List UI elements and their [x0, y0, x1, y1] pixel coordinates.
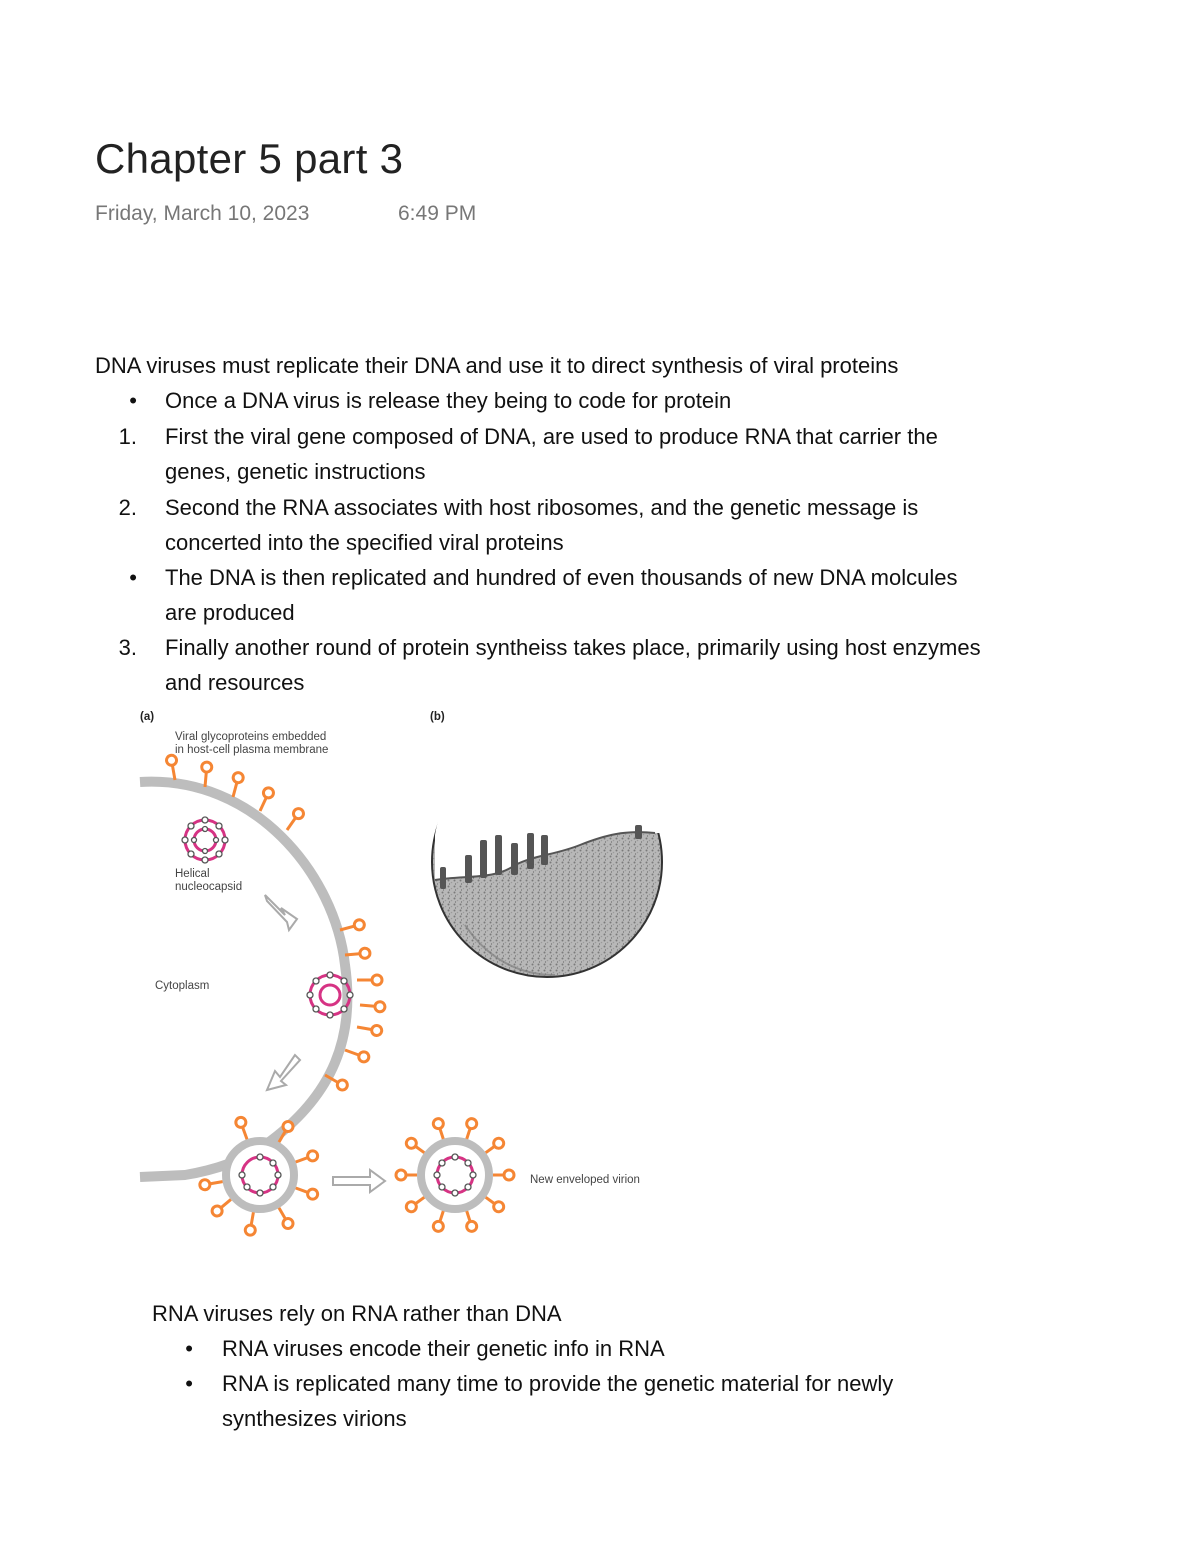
list-item-text: concerted into the specified viral proteins [165, 530, 564, 555]
new-enveloped-virion [396, 1117, 514, 1232]
section-heading: DNA viruses must replicate their DNA and use it to direct synthesis of viral proteins [95, 353, 899, 378]
figure-svg [135, 705, 665, 1245]
number-marker: 1. [118, 424, 137, 449]
note-time: 6:49 PM [398, 202, 477, 225]
list-item-text: are produced [165, 600, 295, 625]
page-title: Chapter 5 part 3 [95, 135, 404, 182]
cytoplasm-label: Cytoplasm [155, 980, 210, 992]
list-item-text: RNA viruses encode their genetic info in RNA [222, 1336, 665, 1361]
note-date: Friday, March 10, 2023 [95, 202, 310, 225]
panel-b-label: (b) [430, 711, 445, 723]
list-item-text: and resources [165, 670, 305, 695]
bullet-marker: • [129, 388, 137, 413]
number-marker: 3. [118, 635, 137, 660]
list-item-text: Once a DNA virus is release they being to code for protein [165, 388, 732, 413]
list-item-text: Finally another round of protein syntheiss takes place, primarily using host enzymes [165, 635, 981, 660]
helical-label-line1: Helical [175, 868, 210, 880]
section-heading: RNA viruses rely on RNA rather than DNA [152, 1301, 562, 1326]
glycoprotein-label-line2: in host-cell plasma membrane [175, 744, 329, 756]
list-item-text: genes, genetic instructions [165, 459, 426, 484]
list-item-text: RNA is replicated many time to provide the genetic material for newly [222, 1371, 894, 1396]
panel-a-label: (a) [140, 711, 155, 723]
note-meta [95, 202, 477, 226]
list-item-text: The DNA is then replicated and hundred of even thousands of new DNA molcules [165, 565, 958, 590]
list-item-text: First the viral gene composed of DNA, are used to produce RNA that carrier the [165, 424, 938, 449]
helical-label-line2: nucleocapsid [175, 881, 243, 893]
glycoprotein-label-line1: Viral glycoproteins embedded [175, 731, 327, 743]
arrow-right-icon [333, 1170, 385, 1192]
list-item-text: Second the RNA associates with host ribosomes, and the genetic message is [165, 495, 919, 520]
new-virion-label: New enveloped virion [530, 1174, 640, 1186]
electron-micrograph [432, 737, 662, 977]
bullet-marker: • [185, 1336, 193, 1361]
list-item-text: synthesizes virions [222, 1406, 407, 1431]
bullet-marker: • [129, 565, 137, 590]
virus-budding-figure [135, 705, 665, 1245]
bullet-marker: • [185, 1371, 193, 1396]
number-marker: 2. [118, 495, 137, 520]
